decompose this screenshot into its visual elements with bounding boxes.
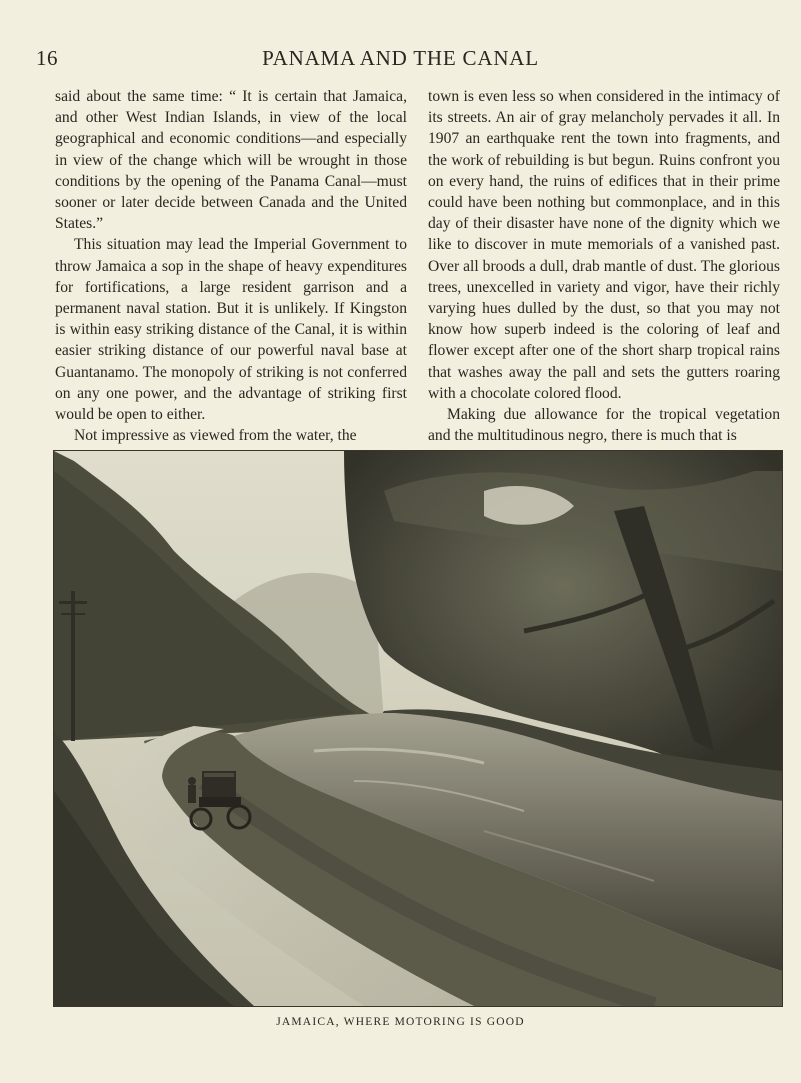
left-column <box>55 86 407 446</box>
figure-caption: JAMAICA, WHERE MOTORING IS GOOD <box>276 1016 525 1028</box>
right-paragraph-2: Making due allowance for the tropical vegetation and the multitudinous negro, there is much that is <box>428 406 780 445</box>
photograph-frame <box>53 450 783 1007</box>
left-paragraph-3: Not impressive as viewed from the water, the <box>74 427 357 445</box>
page-number: 16 <box>36 46 58 70</box>
page-header <box>0 46 801 76</box>
right-column <box>428 86 780 446</box>
left-paragraph-2: This situation may lead the Imperial Government to throw Jamaica a sop in the shape of heavy expenditures for fortifications, a large resident garrison and a permanent naval station. But it is unlikely. If Kingston is within easy striking distance of the Canal, it is within easier striking distance of our powerful naval base at Guantanamo. The monopoly of striking is not conferred on any one power, and the advantage of striking first would be open to either. <box>55 236 407 424</box>
left-paragraph-1: said about the same time: “ It is certain that Jamaica, and other West Indian Islands, in view of the local geographical and economic conditions—and especially in view of the change which will be wrought in those conditions by the opening of the Panama Canal—must sooner or later decide between Canada and the United States.” <box>55 88 407 233</box>
right-paragraph-1: town is even less so when considered in the intimacy of its streets. An air of gray melancholy pervades it all. In 1907 an earthquake rent the town into fragments, and the work of rebuilding is but begun. Ruins confront you on every hand, the ruins of edifices that in their prime could have been nothing but commonplace, and in this day of their disaster have none of the dignity which we like to discover in mute memorials of a vanished past. Over all broods a dull, drab mantle of dust. The glorious trees, unexcelled in variety and vigor, have their richly varying hues dulled by the dust, so that you may not know how superb indeed is the coloring of leaf and flower except after one of the short sharp tropical rains that washes away the pall and sets the gutters roaring with a chocolate colored flood. <box>428 88 780 402</box>
photograph-river-road-carriage <box>54 451 782 1006</box>
running-title: PANAMA AND THE CANAL <box>262 46 539 70</box>
